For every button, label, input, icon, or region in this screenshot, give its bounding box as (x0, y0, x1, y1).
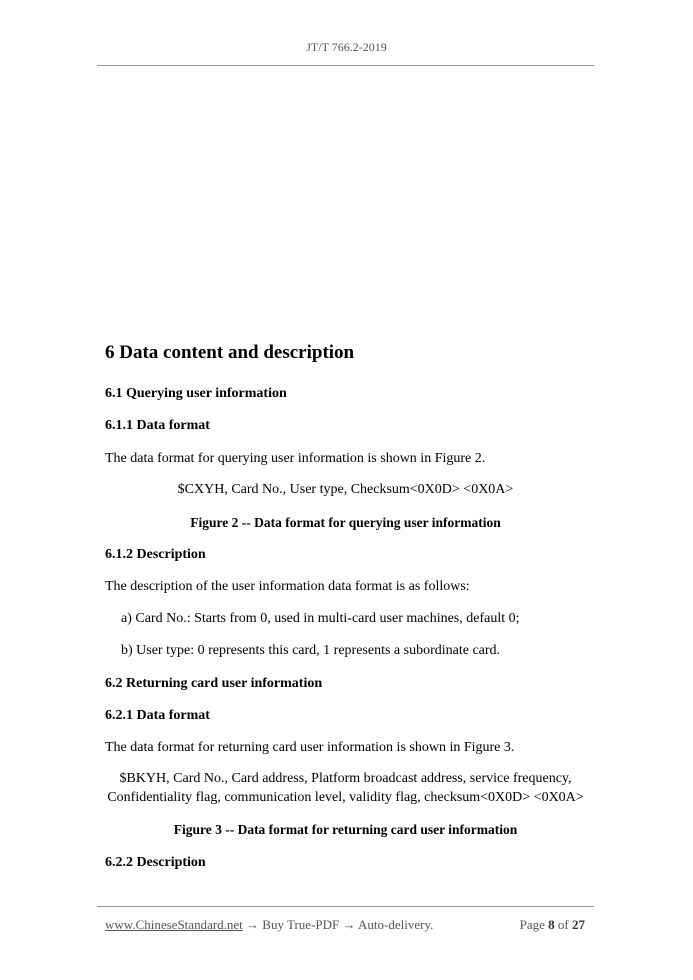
footer-promo (105, 917, 433, 933)
page-label: Page (519, 917, 545, 932)
paragraph-6-1-1: The data format for querying user information is shown in Figure 2. (105, 451, 486, 466)
page-total: 27 (572, 917, 585, 932)
figure-3-format-line-1: $BKYH, Card No., Card address, Platform broadcast address, service frequency, (119, 771, 572, 786)
subsection-heading-6-1-2: 6.1.2 Description (105, 547, 206, 562)
page-number: 8 (548, 917, 555, 932)
subsection-heading-6-2-1: 6.2.1 Data format (105, 708, 210, 723)
list-item-b: b) User type: 0 represents this card, 1 represents a subordinate card. (121, 643, 501, 658)
of-label: of (557, 917, 569, 932)
figure-3-format-line-2: Confidentiality flag, communication level, validity flag, checksum<0X0D> <0X0A> (107, 790, 584, 805)
figure-2-format: $CXYH, Card No., User type, Checksum<0X0D> <0X0A> (177, 482, 514, 497)
subsection-heading-6-2: 6.2 Returning card user information (105, 676, 323, 691)
footer-divider (97, 906, 594, 907)
page-counter (520, 917, 585, 933)
figure-2-caption: Figure 2 -- Data format for querying user information (190, 515, 501, 530)
footer-promo-text: → Buy True-PDF → Auto-delivery. (242, 917, 434, 932)
figure-3-caption: Figure 3 -- Data format for returning card user information (173, 822, 518, 837)
header-divider (97, 65, 594, 66)
site-link[interactable]: www.ChineseStandard.net (105, 917, 243, 932)
subsection-heading-6-1-1: 6.1.1 Data format (105, 418, 210, 433)
subsection-heading-6-2-2: 6.2.2 Description (105, 855, 206, 870)
subsection-heading-6-1: 6.1 Querying user information (105, 386, 287, 401)
section-heading-6: 6 Data content and description (105, 342, 355, 363)
paragraph-6-2-1: The data format for returning card user information is shown in Figure 3. (105, 740, 515, 755)
list-item-a: a) Card No.: Starts from 0, used in multi-card user machines, default 0; (121, 611, 520, 626)
paragraph-6-1-2: The description of the user information data format is as follows: (105, 579, 470, 594)
running-header: JT/T 766.2-2019 (306, 40, 387, 54)
